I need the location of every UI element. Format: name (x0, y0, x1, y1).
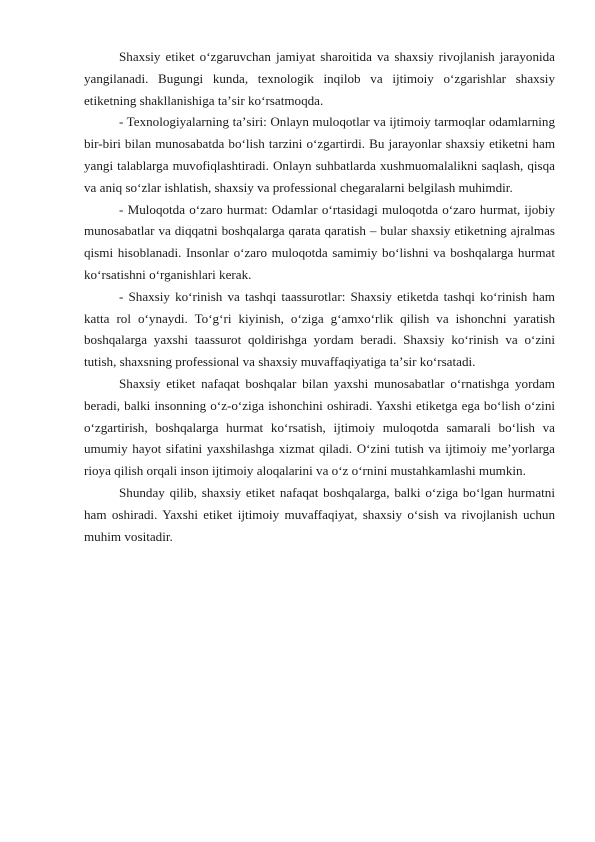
paragraph-intro: Shaxsiy etiket o‘zgaruvchan jamiyat sharoitida va shaxsiy rivojlanish jarayonida yangilanadi. Bugungi kunda, texnologik inqilob va ijtimoiy o‘zgarishlar shaxsiy etiketning shakllanishiga taʼsir koʻrsatmoqda. (84, 49, 555, 108)
document-page (84, 46, 555, 547)
paragraph-mutual-respect: - Muloqotda oʻzaro hurmat: Odamlar oʻrtasidagi muloqotda oʻzaro hurmat, ijobiy munosabatlar va diqqatni boshqalarga qarata qaratish – bular shaxsiy etiketning ajralmas qismi hisoblanadi. Insonlar oʻzaro muloqotda samimiy boʻlishni va boshqalarga hurmat koʻrsatishni oʻrganishlari kerak. (84, 201, 555, 282)
paragraph-benefits: Shaxsiy etiket nafaqat boshqalar bilan yaxshi munosabatlar oʻrnatishga yordam beradi, balki insonning oʻz-oʻziga ishonchini oshiradi. Yaxshi etiketga ega boʻlish oʻzini oʻzgartirish, boshqalarga hurmat koʻrsatish, ijtimoiy muloqotda samarali boʻlish va umumiy hayot sifatini yaxshilashga xizmat qiladi. Oʻzini tutish va ijtimoiy meʼyorlarga rioya qilish orqali inson ijtimoiy aloqalarini va oʻz oʻrnini mustahkamlashi mumkin. (84, 375, 555, 479)
paragraph-conclusion: Shunday qilib, shaxsiy etiket nafaqat boshqalarga, balki oʻziga boʻlgan hurmatni ham oshiradi. Yaxshi etiket ijtimoiy muvaffaqiyat, shaxsiy oʻsish va rivojlanish uchun muhim vositadir. (84, 484, 555, 544)
paragraph-technology-impact: - Texnologiyalarning taʼsiri: Onlayn muloqotlar va ijtimoiy tarmoqlar odamlarning bir-biri bilan munosabatda boʻlish tarzini oʻzgartirdi. Bu jarayonlar shaxsiy etiketni ham yangi talablarga muvofiqlashtiradi. Onlayn suhbatlarda xushmuomalalikni saqlash, qisqa va aniq soʻzlar ishlatish, shaxsiy va professional chegaralarni belgilash muhimdir. (84, 114, 555, 195)
paragraph-appearance: - Shaxsiy koʻrinish va tashqi taassurotlar: Shaxsiy etiketda tashqi koʻrinish ham katta rol oʻynaydi. Toʻgʻri kiyinish, oʻziga gʻamxoʻrlik qilish va ishonchni yaratish boshqalarga yaxshi taassurot qoldirishga yordam beradi. Shaxsiy koʻrinish va oʻzini tutish, shaxsning professional va shaxsiy muvaffaqiyatiga taʼsir koʻrsatadi. (84, 288, 555, 370)
